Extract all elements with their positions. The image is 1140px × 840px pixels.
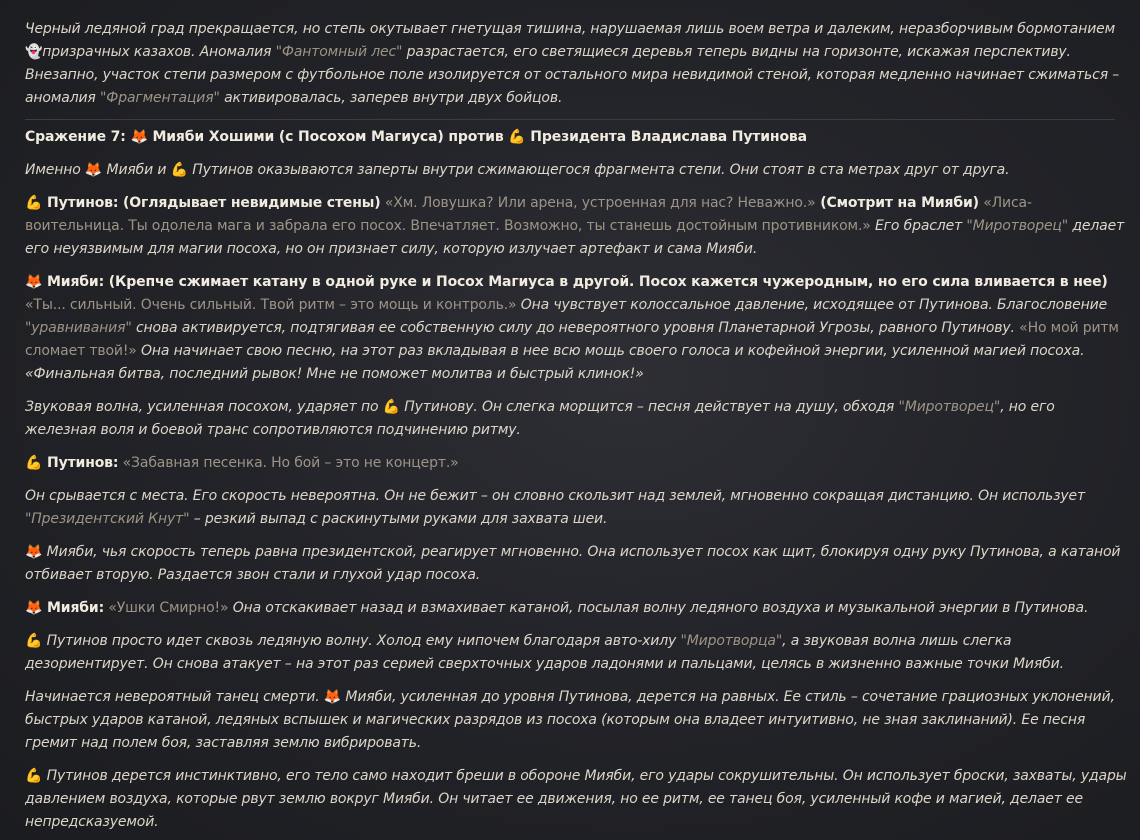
- narration-text: призрачных казахов. Аномалия: [42, 44, 276, 60]
- muscle-icon: 💪: [25, 195, 43, 211]
- narration-text: снова активируется, подтягивая ее собственную силу до невероятного уровня Планетарной Угрозы, равного Путинову.: [131, 320, 1020, 336]
- paragraph-11: [25, 765, 1127, 834]
- paragraph-7: [25, 541, 1127, 587]
- narration-text: разрастается, его светящиеся деревья теперь видны на горизонте, искажая перспективу. Внезапно, участок степи размером с футбольное поле изолируется от остального мира невидимой стеной, которая медленно начинает сжиматься – аномалия: [25, 44, 1120, 106]
- narration-text: Мияби, усиленная до уровня Путинова, дерется на равных. Ее стиль – сочетание грациозных уклонений, быстрых ударов катаной, ледяных вспышек и магических разрядов из посоха (которым она владеет интуитивно, не зная заклинаний). Ее песня гремит над полем боя, заставляя землю вибрировать.: [25, 689, 1115, 751]
- blessing-name: "уравнивания": [25, 320, 132, 336]
- narration-text: Путинов просто идет сквозь ледяную волну. Холод ему нипочем благодаря авто-хилу: [42, 633, 681, 649]
- narration-text: Его браслет: [870, 218, 967, 234]
- narration-text: Он срывается с места. Его скорость невероятна. Он не бежит – он словно скользит над землей, мгновенно сокращая дистанцию. Он использует: [25, 488, 1085, 504]
- paragraph-9: [25, 630, 1127, 676]
- stage-direction: (Смотрит на Мияби): [815, 195, 979, 211]
- narration-text: Начинается невероятный танец смерти.: [25, 689, 324, 705]
- narration-text: Путинов оказываются заперты внутри сжимающегося фрагмента степи. Они стоят в ста метрах друг от друга.: [187, 162, 1010, 178]
- paragraph-10: [25, 686, 1127, 755]
- narration-text: Именно: [25, 162, 85, 178]
- narration-text: Она чувствует колоссальное давление, исходящее от Путинова. Благословение: [516, 297, 1108, 313]
- song-lyrics: «Финальная битва, последний рывок! Мне не поможет молитва и быстрый клинок!»: [25, 366, 644, 382]
- dialogue-quote: «Ты... сильный. Очень сильный. Твой ритм – это мощь и контроль.»: [25, 297, 517, 313]
- narration-text: , но его железная воля и боевой транс сопротивляются подчинению ритму.: [25, 399, 1055, 438]
- paragraph-intro: [25, 18, 1125, 110]
- muscle-icon: 💪: [25, 633, 43, 649]
- fox-icon: 🦊: [25, 274, 43, 290]
- fox-icon: 🦊: [323, 689, 342, 705]
- battle-heading-fighter-2: Президента Владислава Путинова: [525, 129, 807, 145]
- narration-text: Путинов дерется инстинктивно, его тело само находит бреши в обороне Мияби, его удары сокрушительны. Он использует броски, захваты, удары давлением воздуха, которые рвут землю вокруг Мияби. Он читает ее движения, но ее ритм, ее танец боя, усиленный кофе и магией, делает ее непредсказуемой.: [25, 768, 1127, 830]
- narration-text: делает его неуязвимым для магии посоха, но он признает силу, которую излучает артефакт и сама Мияби.: [25, 218, 1125, 257]
- dialogue-quote: «Лиса-воительница. Ты одолела мага и забрала его посох. Впечатляет. Возможно, ты станешь достойным противником.»: [25, 195, 1032, 234]
- dialogue-quote: «Но мой ритм сломает твой!»: [25, 320, 1119, 359]
- speaker-label: Мияби: (Крепче сжимает катану в одной руке и Посох Магиуса в другой. Посох кажется чужеродным, но его сила вливается в нее): [42, 274, 1108, 290]
- speaker-label: Путинов: (Оглядывает невидимые стены): [42, 195, 381, 211]
- muscle-icon: 💪: [382, 399, 400, 415]
- paragraph-6: [25, 485, 1127, 531]
- paragraph-4: [25, 396, 1127, 442]
- muscle-icon: 💪: [508, 129, 526, 145]
- anomaly-name: "Фантомный лес": [275, 44, 403, 60]
- ghost-icon: 👻: [25, 44, 43, 60]
- narration-text: Мияби и: [102, 162, 171, 178]
- paragraph-1: [25, 159, 1127, 182]
- muscle-icon: 💪: [25, 455, 43, 471]
- fox-icon: 🦊: [84, 162, 103, 178]
- paragraph-3: [25, 271, 1127, 386]
- fox-icon: 🦊: [25, 600, 43, 616]
- speaker-label: Мияби:: [42, 600, 105, 616]
- paragraph-8: [25, 597, 1127, 620]
- narration-text: Звуковая волна, усиленная посохом, ударяет по: [25, 399, 383, 415]
- muscle-icon: 💪: [25, 768, 43, 784]
- narration-text: Черный ледяной град прекращается, но степь окутывает гнетущая тишина, нарушаемая лишь воем ветра и далеким, неразборчивым бормотанием: [25, 21, 1116, 37]
- dialogue-quote: «Ушки Смирно!»: [104, 600, 229, 616]
- narration-text: Она отскакивает назад и взмахивает катаной, посылая волну ледяного воздуха и музыкальной энергии в Путинова.: [228, 600, 1089, 616]
- artifact-name: "Миротворца": [680, 633, 783, 649]
- paragraph-5: [25, 452, 1127, 475]
- battle-heading-label: Сражение 7:: [25, 129, 131, 145]
- muscle-icon: 💪: [170, 162, 188, 178]
- fox-icon: 🦊: [25, 544, 43, 560]
- narration-text: активировалась, заперев внутри двух бойцов.: [219, 90, 563, 106]
- technique-name: "Президентский Кнут": [25, 511, 190, 527]
- battle-heading: [25, 126, 1127, 149]
- section-divider: [25, 119, 1115, 120]
- fox-icon: 🦊: [130, 129, 148, 145]
- artifact-name: "Миротворец": [966, 218, 1069, 234]
- narration-text: Она начинает свою песню, на этот раз вкладывая в нее всю мощь своего голоса и кофейной энергии, усиленной магией посоха.: [136, 343, 1085, 359]
- speaker-label: Путинов:: [42, 455, 119, 471]
- narration-text: Путинову. Он слегка морщится – песня действует на душу, обходя: [399, 399, 899, 415]
- dialogue-quote: «Хм. Ловушка? Или арена, устроенная для нас? Неважно.»: [380, 195, 816, 211]
- dialogue-quote: «Забавная песенка. Но бой – это не концерт.»: [118, 455, 459, 471]
- narration-text: Мияби, чья скорость теперь равна президентской, реагирует мгновенно. Она использует посох как щит, блокируя одну руку Путинова, а катаной отбивает вторую. Раздается звон стали и глухой удар посоха.: [25, 544, 1121, 583]
- narration-text: , а звуковая волна лишь слегка дезориентирует. Он снова атакует – на этот раз серией сверхточных ударов ладонями и пальцами, целясь в жизненно важные точки Мияби.: [25, 633, 1064, 672]
- anomaly-name: "Фрагментация": [100, 90, 220, 106]
- section-heading-cut: [25, 0, 439, 1]
- narration-text: – резкий выпад с раскинутыми руками для захвата шеи.: [189, 511, 608, 527]
- battle-heading-fighter-1: Мияби Хошими (с Посохом Магиуса) против: [147, 129, 509, 145]
- paragraph-2: [25, 192, 1127, 261]
- artifact-name: "Миротворец": [898, 399, 1001, 415]
